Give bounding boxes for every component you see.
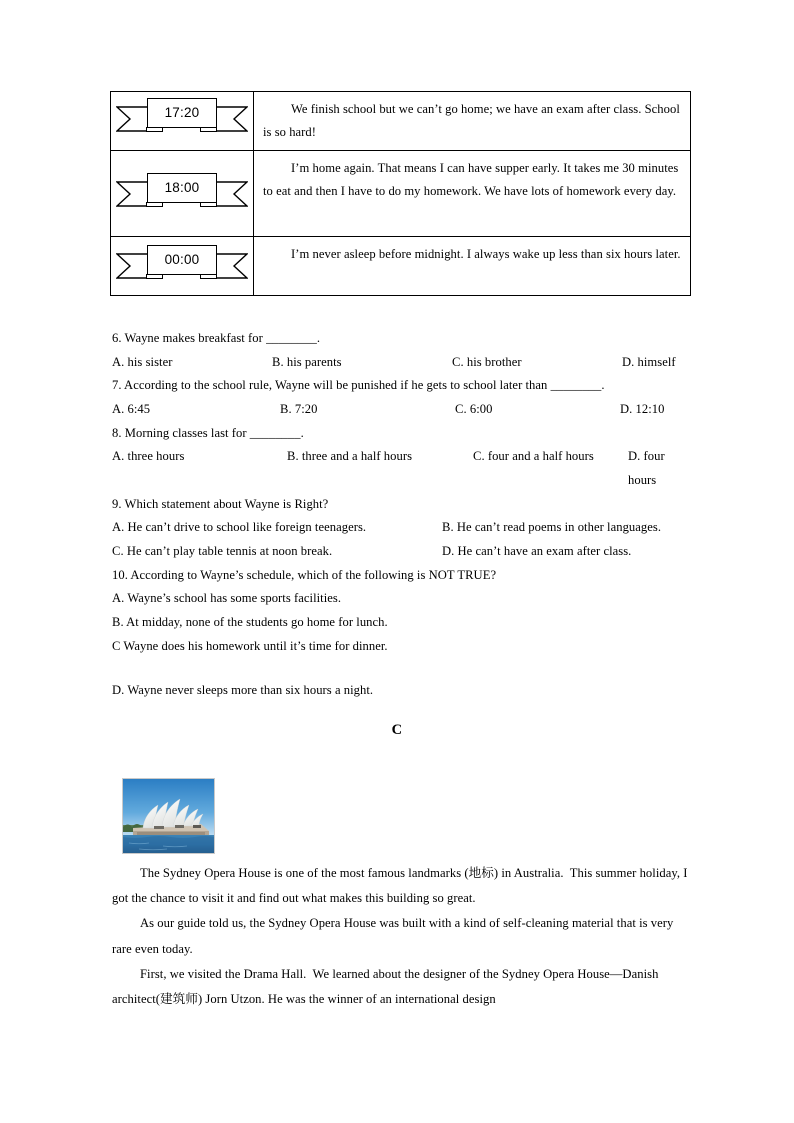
ribbon-center-plate	[147, 245, 217, 275]
schedule-entry-text	[254, 151, 690, 209]
schedule-entry-text	[254, 237, 690, 272]
question-8-option-c[interactable]: C. four and a half hours	[473, 449, 594, 464]
question-8-stem: 8. Morning classes last for ________.	[112, 425, 304, 440]
question-9-options-row-2	[112, 540, 690, 564]
question-9-stem: 9. Which statement about Wayne is Right?	[112, 496, 329, 511]
sydney-opera-house-photo	[122, 778, 215, 854]
question-6-option-c[interactable]: C. his brother	[452, 354, 522, 369]
question-7-option-c[interactable]: C. 6:00	[455, 402, 493, 417]
question-7-option-b[interactable]: B. 7:20	[280, 402, 318, 417]
ribbon-center-plate	[147, 98, 217, 128]
question-10-option-c[interactable]: C Wayne does his homework until it’s time for dinner.	[112, 638, 388, 653]
question-8-option-d[interactable]: D. four hours	[628, 449, 665, 488]
table-row	[111, 92, 691, 151]
schedule-time-label: 00:00	[164, 252, 200, 268]
question-list	[112, 327, 690, 703]
schedule-entry-body: We finish school but we can’t go home; we have an exam after class. School is so hard!	[263, 102, 680, 139]
schedule-entry-body: I’m never asleep before midnight. I always wake up less than six hours later.	[291, 247, 681, 261]
question-8-option-b[interactable]: B. three and a half hours	[287, 449, 413, 464]
time-ribbon-banner	[116, 98, 248, 140]
question-6-option-d[interactable]: D. himself	[622, 354, 676, 369]
question-7-option-d[interactable]: D. 12:10	[620, 402, 665, 417]
question-9-option-c[interactable]: C. He can’t play table tennis at noon break.	[112, 544, 333, 559]
question-8-options	[112, 445, 690, 492]
question-7-stem: 7. According to the school rule, Wayne will be punished if he gets to school later than ________.	[112, 378, 605, 393]
schedule-time-label: 18:00	[164, 179, 200, 195]
passage-paragraph-1: The Sydney Opera House is one of the most famous landmarks (地标) in Australia. This summer holiday, I got the chance to visit it and find out what makes this building so great.	[112, 866, 691, 906]
question-6-option-b[interactable]: B. his parents	[272, 354, 342, 369]
question-9-option-b[interactable]: B. He can’t read poems in other languages.	[442, 520, 662, 535]
passage-paragraph-2: As our guide told us, the Sydney Opera House was built with a kind of self-cleaning material that is very rare even today.	[112, 916, 677, 956]
table-row	[111, 237, 691, 296]
schedule-time-cell	[111, 237, 254, 296]
opera-house-illustration	[123, 779, 214, 853]
schedule-time-cell	[111, 151, 254, 237]
question-6-options	[112, 351, 690, 375]
question-9-options-row-1	[112, 516, 690, 540]
question-7-options	[112, 398, 690, 422]
question-6-stem: 6. Wayne makes breakfast for ________.	[112, 331, 321, 345]
question-7-option-a[interactable]: A. 6:45	[112, 402, 151, 417]
time-ribbon-banner	[116, 245, 248, 287]
question-10-option-a[interactable]: A. Wayne’s school has some sports facilities.	[112, 591, 342, 606]
schedule-time-label: 17:20	[164, 105, 200, 121]
question-8-option-a[interactable]: A. three hours	[112, 449, 185, 464]
schedule-table	[110, 91, 691, 296]
blank-line-spacer	[112, 658, 690, 679]
time-ribbon-banner	[116, 173, 248, 215]
reading-passage	[112, 861, 690, 1012]
question-6-option-a[interactable]: A. his sister	[112, 354, 173, 369]
passage-paragraph-3: First, we visited the Drama Hall. We learned about the designer of the Sydney Opera House—Danish architect(建筑师) Jorn Utzon. He was the winner of an international design	[112, 966, 662, 1006]
schedule-text-cell	[254, 151, 691, 237]
schedule-text-cell	[254, 92, 691, 151]
ribbon-center-plate	[147, 173, 217, 203]
question-9-option-d[interactable]: D. He can’t have an exam after class.	[442, 544, 632, 559]
schedule-text-cell	[254, 237, 691, 296]
schedule-entry-text	[254, 92, 690, 150]
schedule-time-cell	[111, 92, 254, 151]
question-10-stem: 10. According to Wayne’s schedule, which of the following is NOT TRUE?	[112, 567, 497, 582]
question-10-option-b[interactable]: B. At midday, none of the students go home for lunch.	[112, 615, 388, 630]
table-row	[111, 151, 691, 237]
schedule-entry-body: I’m home again. That means I can have supper early. It takes me 30 minutes to eat and then I have to do my homework. We have lots of homework every day.	[263, 161, 679, 198]
section-letter-heading: C	[391, 722, 403, 738]
question-10-option-d[interactable]: D. Wayne never sleeps more than six hours a night.	[112, 683, 374, 698]
question-9-option-a[interactable]: A. He can’t drive to school like foreign teenagers.	[112, 520, 367, 535]
